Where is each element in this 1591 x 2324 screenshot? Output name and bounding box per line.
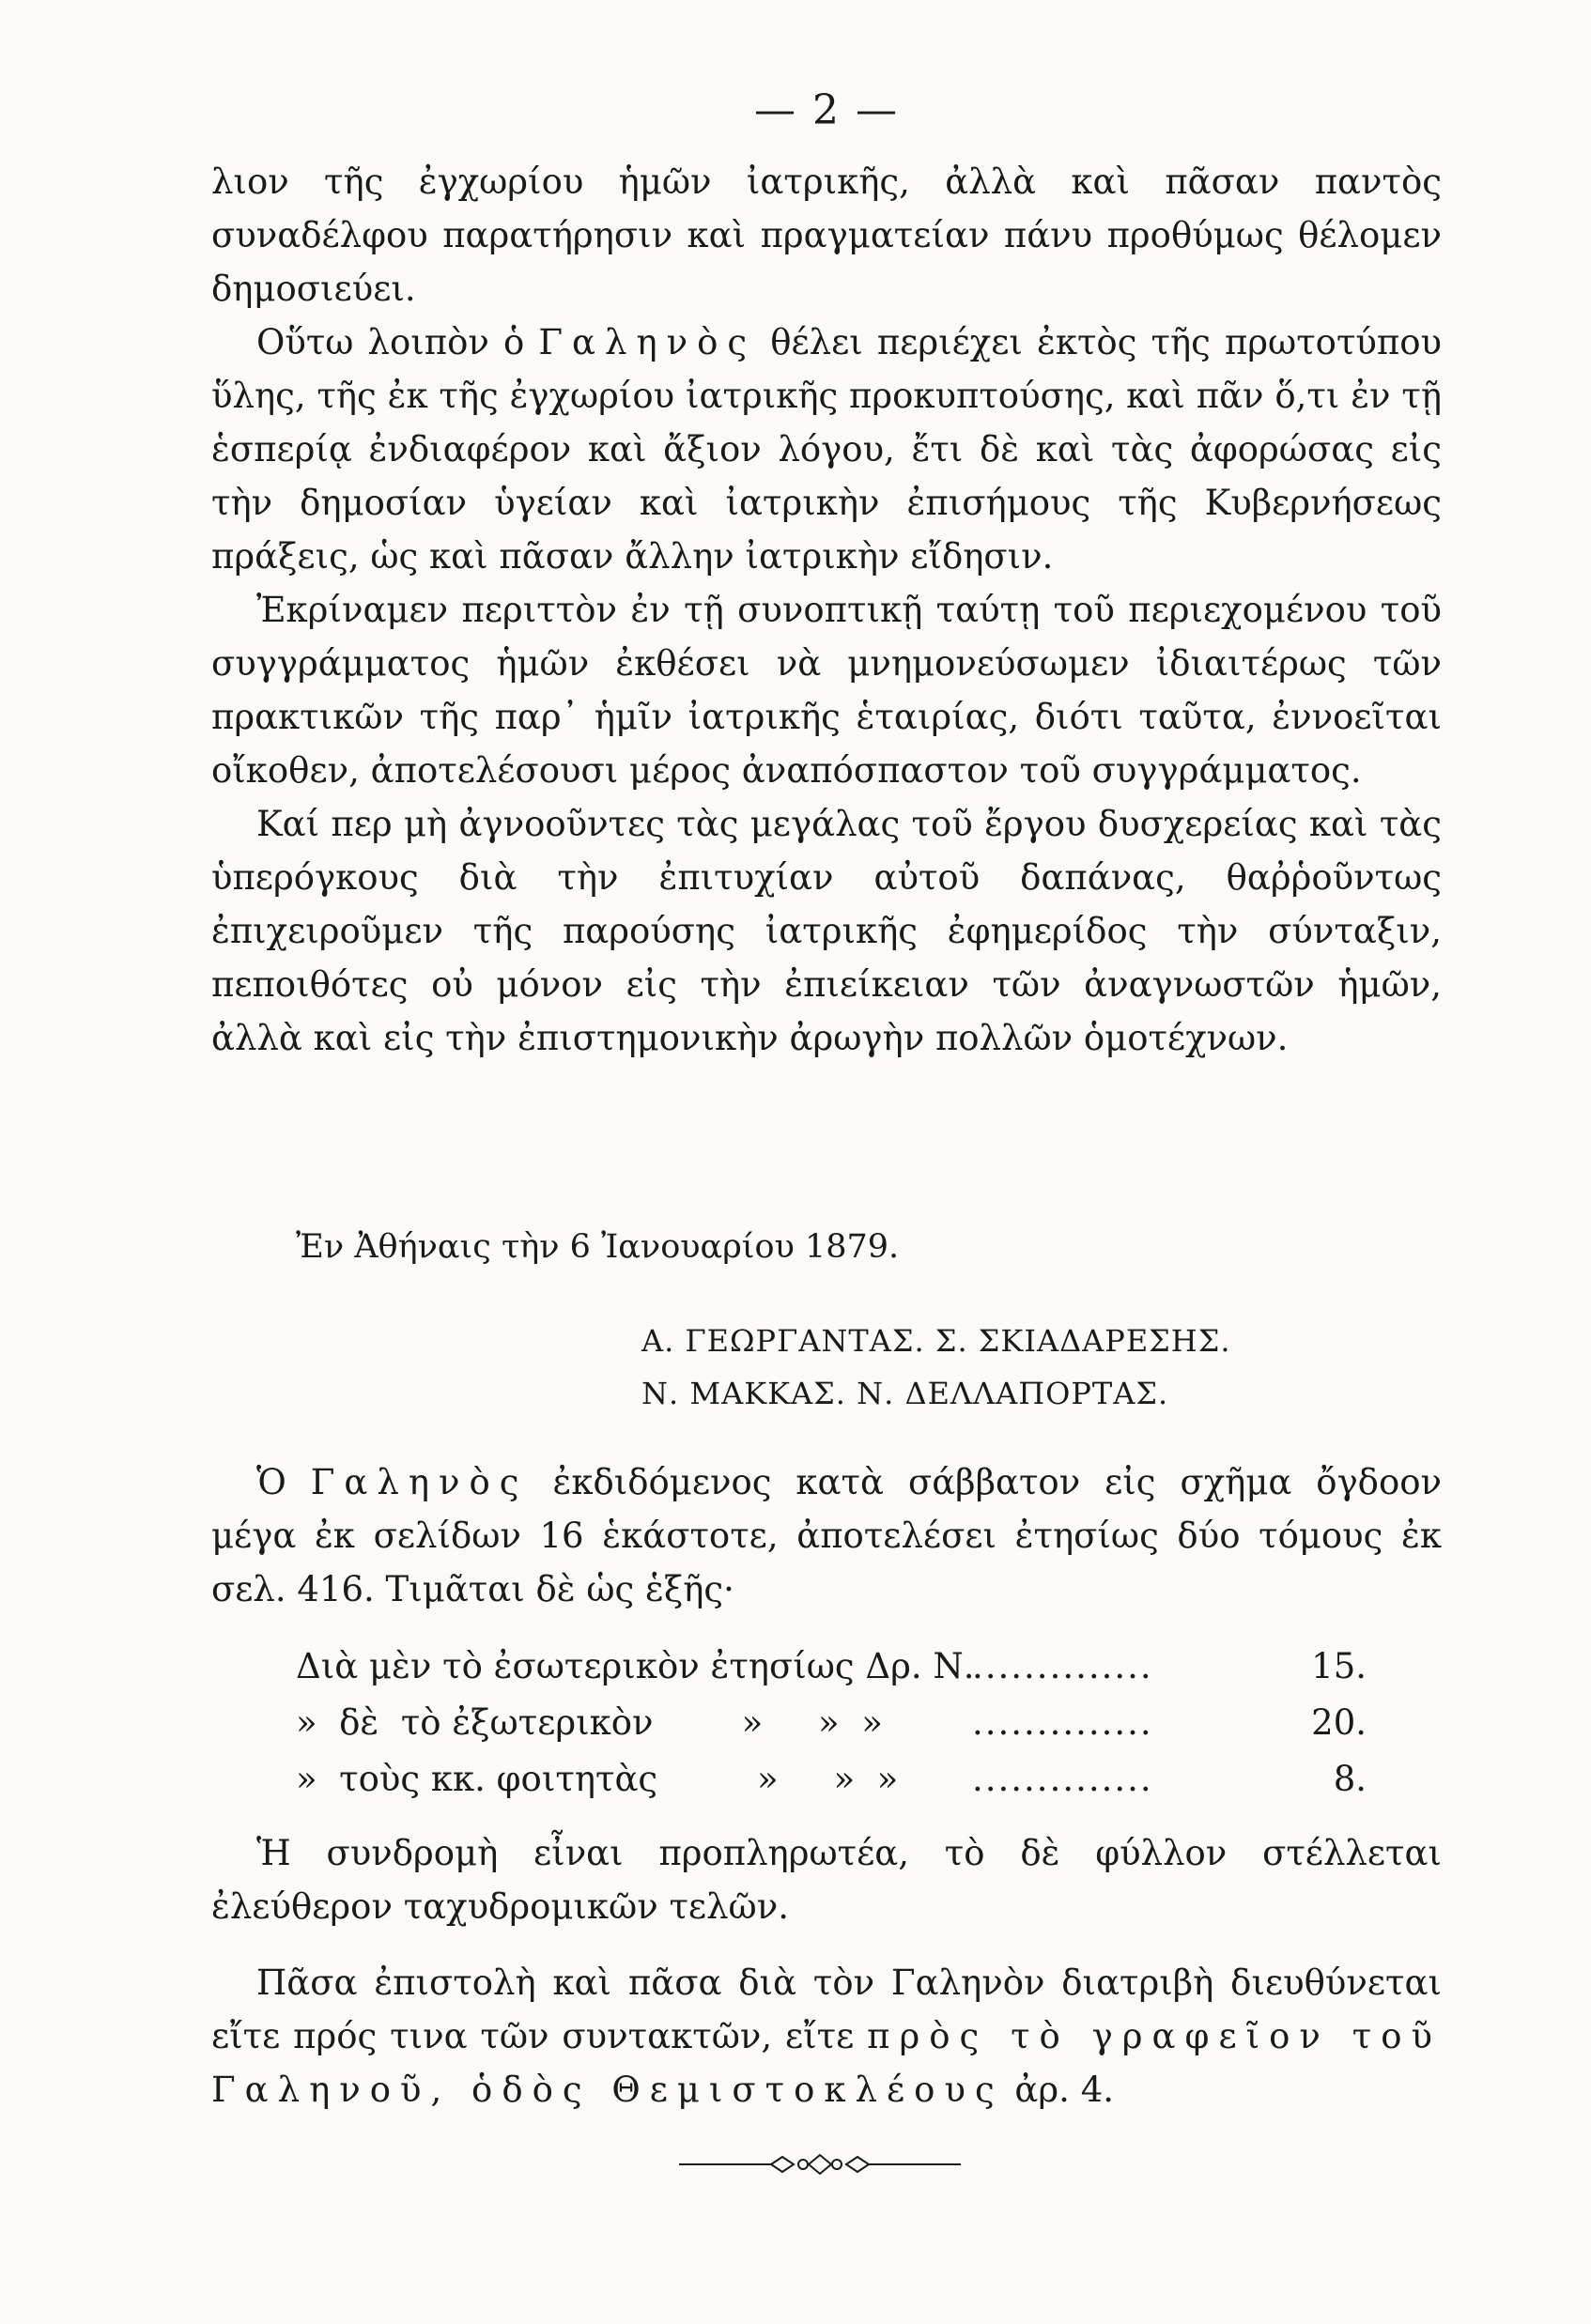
price-amount: 15.	[1311, 1646, 1367, 1686]
signature-line-1: Α. ΓΕΩΡΓΑΝΤΑΣ. Σ. ΣΚΙΑΔΑΡΕΣΗΣ.	[641, 1323, 1231, 1359]
price-amount: 20.	[1311, 1702, 1367, 1743]
correspondence-address: πρὸς τὸ γραφεῖον τοῦ Γαληνοῦ, ὁδὸς Θεμιστοκλέους	[211, 2016, 1442, 2110]
price-row	[296, 1751, 1367, 1808]
price-leader: ..............	[972, 1759, 1153, 1799]
paragraph-3: Ἐκρίναμεν περιττὸν ἐν τῇ συνοπτικῇ ταύτῃ τοῦ περιεχομένου τοῦ συγγράμματος ἡμῶν ἐκθέσει νὰ μνημονεύσωμεν ἰδιαιτέρως τῶν πρακτικῶν τῆς παρ᾽ ἡμῖν ἰατρικῆς ἑταιρίας, διότι ταῦτα, ἐννοεῖται οἴκοθεν, ἀποτελέσουσι μέρος ἀναπόσπαστον τοῦ συγγράμματος.	[211, 590, 1442, 791]
notice-journal-name: Γαληνὸς	[310, 1462, 529, 1502]
paragraph-2-rest: θέλει περιέχει ἐκτὸς τῆς πρωτοτύπου ὕλης, τῆς ἐκ τῆς ἐγχωρίου ἰατρικῆς προκυπτούσης, καὶ πᾶν ὅ,τι ἐν τῇ ἑσπερίᾳ ἐνδιαφέρον καὶ ἄξιον λόγου, ἔτι δὲ καὶ τὰς ἀφορώσας εἰς τὴν δημοσίαν ὑγείαν καὶ ἰατρικὴν ἐπισήμους τῆς Κυβερνήσεως πράξεις, ὡς καὶ πᾶσαν ἄλλην ἰατρικὴν εἴδησιν.	[211, 322, 1442, 577]
price-row	[296, 1639, 1367, 1695]
paragraph-2	[211, 316, 1442, 583]
paragraph-4: Καί περ μὴ ἀγνοοῦντες τὰς μεγάλας τοῦ ἔργου δυσχερείας καὶ τὰς ὑπερόγκους διὰ τὴν ἐπιτυχίαν αὐτοῦ δαπάνας, θαῤῥοῦντως ἐπιχειροῦμεν τῆς παρούσης ἰατρικῆς ἐφημερίδος τὴν σύνταξιν, πεποιθότες οὐ μόνον εἰς τὴν ἐπιείκειαν τῶν ἀναγνωστῶν ἡμῶν, ἀλλὰ καὶ εἰς τὴν ἐπιστημονικὴν ἀρωγὴν πολλῶν ὁμοτέχνων.	[211, 804, 1442, 1058]
dateline: Ἐν Ἀθήναις τὴν 6 Ἰανουαρίου 1879.	[296, 1228, 900, 1266]
body-text	[211, 155, 1442, 1065]
subscription-note: Ἡ συνδρομὴ εἶναι προπληρωτέα, τὸ δὲ φύλλον στέλλεται ἐλεύθερον ταχυδρομικῶν τελῶν.	[211, 1833, 1442, 1927]
price-amount: 8.	[1333, 1759, 1367, 1799]
ornament-rule	[679, 2146, 961, 2183]
correspondence-start: Πᾶσα ἐπιστολὴ καὶ πᾶσα διὰ τὸν Γαληνὸν διατριβὴ διευθύνεται εἴτε πρός τινα τῶν συντακτῶν, εἴτε	[211, 1962, 1442, 2056]
price-row	[296, 1695, 1367, 1751]
page-number: — 2 —	[754, 86, 899, 134]
notice-paragraph	[211, 1455, 1442, 1616]
publication-notice	[211, 1455, 1442, 1616]
price-leader: ..............	[972, 1646, 1153, 1686]
paragraph-2-start: Οὕτω λοιπὸν ὁ	[256, 322, 539, 362]
notice-start: Ὁ	[256, 1462, 311, 1502]
correspondence-note	[211, 1956, 1442, 2116]
price-label: » δὲ τὸ ἐξωτερικὸν » » »	[296, 1702, 883, 1743]
journal-name: Γαληνὸς	[538, 322, 757, 362]
footer-notes	[211, 1826, 1442, 2116]
price-table	[296, 1639, 1367, 1808]
signature-line-2: Ν. ΜΑΚΚΑΣ. Ν. ΔΕΛΛΑΠΟΡΤΑΣ.	[641, 1376, 1169, 1411]
price-label: » τοὺς κκ. φοιτητὰς » » »	[296, 1759, 899, 1799]
signatures	[641, 1315, 1231, 1420]
page	[211, 0, 1442, 2324]
paragraph-1: λιον τῆς ἐγχωρίου ἡμῶν ἰατρικῆς, ἀλλὰ καὶ πᾶσαν παντὸς συναδέλφου παρατήρησιν καὶ πραγματείαν πάνυ προθύμως θέλομεν δημοσιεύει.	[211, 162, 1442, 309]
price-leader: ..............	[972, 1702, 1153, 1743]
notice-rest: ἐκδιδόμενος κατὰ σάββατον εἰς σχῆμα ὄγδοον μέγα ἐκ σελίδων 16 ἑκάστοτε, ἀποτελέσει ἐτησίως δύο τόμους ἐκ σελ. 416. Τιμᾶται δὲ ὡς ἑξῆς·	[211, 1462, 1443, 1609]
correspondence-end: ἀρ. 4.	[1003, 2070, 1114, 2110]
price-label: Διὰ μὲν τὸ ἐσωτερικὸν ἐτησίως Δρ. Ν.	[296, 1646, 975, 1686]
